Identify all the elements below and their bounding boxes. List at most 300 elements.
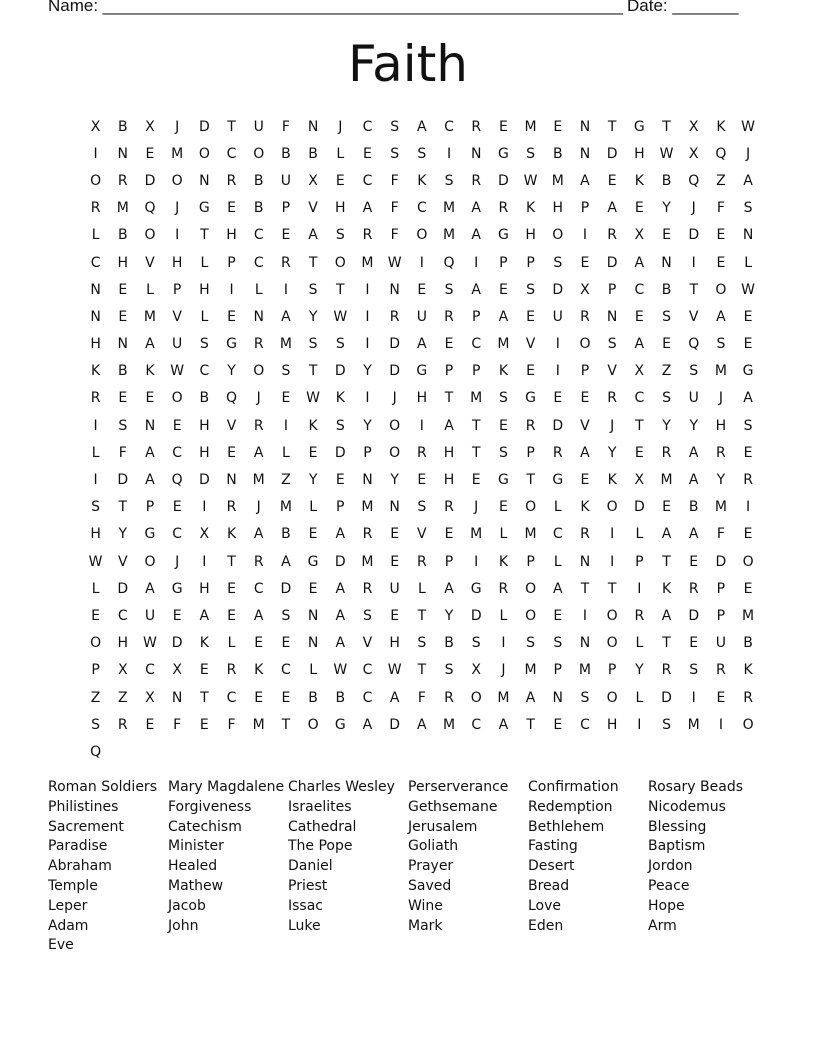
grid-letter: R	[634, 607, 645, 624]
grid-letter: M	[143, 308, 157, 325]
grid-letter: D	[498, 172, 509, 189]
grid-letter: W	[170, 363, 185, 380]
grid-letter: I	[365, 390, 370, 407]
grid-letter: D	[117, 472, 129, 489]
word-list-item: Prayer	[408, 858, 454, 875]
grid-letter: O	[253, 363, 265, 380]
grid-letter: M	[442, 200, 456, 217]
grid-letter: T	[607, 580, 617, 597]
grid-letter: L	[91, 444, 100, 461]
word-list-item: Perserverance	[408, 779, 509, 795]
grid-letter: A	[471, 227, 481, 244]
grid-letter: R	[117, 172, 128, 189]
word-list-item: Peace	[648, 877, 690, 894]
word-list-item: Minister	[168, 838, 224, 855]
grid-letter: W	[333, 308, 348, 325]
grid-letter: E	[417, 472, 427, 489]
grid-letter: C	[199, 363, 210, 380]
grid-letter: A	[552, 580, 563, 597]
grid-letter: Q	[90, 743, 102, 760]
grid-letter: P	[227, 254, 236, 271]
grid-letter: A	[199, 607, 210, 624]
grid-letter: E	[689, 635, 699, 652]
grid-letter: R	[226, 172, 237, 189]
grid-letter: K	[254, 662, 264, 679]
grid-letter: B	[253, 200, 264, 217]
grid-letter: A	[525, 689, 536, 706]
grid-letter: V	[308, 200, 318, 217]
grid-letter: E	[498, 417, 508, 434]
grid-letter: V	[226, 417, 237, 434]
grid-letter: E	[634, 308, 644, 325]
grid-letter: O	[606, 607, 618, 624]
word-list-item: Rosary Beads	[648, 779, 744, 795]
grid-letter: N	[579, 635, 591, 652]
grid-letter: C	[172, 526, 183, 543]
grid-letter: X	[688, 118, 699, 135]
grid-letter: O	[144, 227, 156, 244]
word-list-item: Charles Wesley	[288, 779, 395, 795]
grid-letter: B	[335, 689, 346, 706]
grid-letter: O	[389, 444, 401, 461]
grid-letter: U	[389, 580, 400, 597]
grid-letter: S	[607, 336, 617, 353]
grid-letter: D	[198, 118, 210, 135]
grid-letter: L	[146, 281, 154, 298]
word-list-item: Eve	[48, 937, 74, 954]
grid-letter: R	[552, 444, 563, 461]
grid-letter: L	[635, 526, 644, 543]
grid-letter: R	[90, 200, 101, 217]
grid-letter: H	[715, 417, 727, 434]
grid-letter: U	[144, 607, 156, 624]
grid-letter: L	[227, 635, 236, 652]
word-list-item: Desert	[528, 858, 575, 875]
grid-letter: Y	[363, 363, 372, 380]
grid-letter: L	[200, 308, 209, 325]
grid-letter: R	[525, 417, 536, 434]
grid-letter: A	[743, 172, 753, 189]
grid-letter: C	[172, 444, 183, 461]
grid-letter: X	[199, 526, 210, 543]
word-list-item: Redemption	[528, 798, 613, 815]
grid-letter: G	[525, 390, 537, 407]
grid-letter: N	[579, 145, 591, 162]
grid-letter: C	[471, 716, 482, 733]
grid-letter: K	[634, 172, 644, 189]
grid-letter: L	[91, 580, 100, 597]
word-list-item: Baptism	[648, 838, 706, 855]
grid-letter: A	[362, 200, 373, 217]
grid-letter: M	[578, 662, 592, 679]
word-list-item: Gethsemane	[408, 798, 498, 815]
grid-letter: R	[661, 444, 672, 461]
grid-letter: Z	[661, 363, 672, 380]
grid-letter: E	[281, 390, 291, 407]
grid-letter: S	[281, 607, 291, 624]
grid-letter: Y	[308, 472, 318, 489]
grid-letter: E	[498, 118, 508, 135]
grid-letter: N	[362, 472, 373, 489]
grid-letter: P	[526, 444, 535, 461]
grid-letter: E	[308, 580, 318, 597]
grid-letter: F	[390, 200, 399, 217]
grid-letter: Y	[363, 417, 372, 434]
grid-letter: P	[363, 444, 372, 461]
grid-letter: C	[362, 118, 373, 135]
grid-letter: W	[88, 553, 103, 570]
grid-letter: O	[525, 499, 537, 516]
grid-letter: K	[417, 172, 427, 189]
grid-letter: H	[389, 635, 400, 652]
grid-letter: Y	[227, 363, 236, 380]
grid-letter: F	[173, 716, 182, 733]
grid-letter: A	[281, 553, 291, 570]
grid-letter: G	[307, 553, 319, 570]
grid-letter: F	[390, 172, 399, 189]
grid-letter: O	[525, 607, 537, 624]
grid-letter: T	[417, 662, 427, 679]
grid-letter: D	[334, 553, 346, 570]
grid-letter: H	[199, 417, 210, 434]
grid-letter: E	[199, 662, 209, 679]
grid-letter: M	[442, 227, 456, 244]
grid-letter: T	[662, 553, 671, 570]
grid-letter: I	[610, 526, 615, 543]
grid-letter: A	[498, 716, 509, 733]
grid-letter: I	[419, 254, 424, 271]
grid-letter: R	[253, 553, 264, 570]
grid-letter: E	[363, 145, 372, 162]
grid-letter: O	[552, 227, 564, 244]
grid-letter: N	[389, 281, 400, 298]
grid-letter: S	[417, 145, 427, 162]
grid-letter: M	[524, 118, 537, 135]
grid-letter: I	[555, 363, 560, 380]
grid-letter: E	[172, 417, 182, 434]
grid-letter: C	[226, 145, 237, 162]
word-list-item: Paradise	[48, 838, 108, 855]
grid-letter: V	[688, 308, 699, 325]
grid-letter: F	[390, 227, 399, 244]
grid-letter: S	[444, 281, 454, 298]
grid-letter: S	[553, 635, 563, 652]
grid-letter: D	[198, 472, 210, 489]
grid-letter: P	[607, 281, 617, 298]
grid-letter: R	[226, 662, 237, 679]
grid-letter: M	[714, 363, 727, 380]
grid-letter: E	[553, 716, 563, 733]
grid-letter: V	[117, 553, 128, 570]
grid-letter: O	[90, 172, 102, 189]
grid-letter: E	[145, 145, 155, 162]
grid-letter: E	[743, 336, 753, 353]
grid-letter: E	[172, 499, 182, 516]
grid-letter: E	[580, 390, 590, 407]
grid-letter: M	[252, 472, 265, 489]
grid-letter: R	[253, 336, 264, 353]
grid-letter: A	[688, 526, 699, 543]
grid-letter: Y	[662, 200, 671, 217]
grid-letter: C	[416, 200, 427, 217]
grid-letter: J	[610, 417, 615, 434]
grid-letter: B	[117, 227, 128, 244]
grid-letter: S	[281, 363, 291, 380]
grid-letter: E	[662, 336, 671, 353]
grid-letter: M	[742, 607, 755, 624]
grid-letter: N	[144, 417, 156, 434]
word-list-item: Jordon	[648, 858, 693, 875]
grid-letter: R	[498, 580, 509, 597]
grid-letter: P	[635, 553, 644, 570]
grid-letter: C	[634, 281, 645, 298]
grid-letter: K	[335, 390, 345, 407]
grid-letter: P	[580, 200, 590, 217]
word-list-item: Priest	[288, 877, 328, 894]
grid-letter: D	[661, 689, 672, 706]
grid-letter: D	[171, 635, 183, 652]
grid-letter: E	[227, 200, 236, 217]
grid-letter: M	[524, 526, 537, 543]
grid-letter: K	[308, 417, 318, 434]
grid-letter: O	[144, 553, 156, 570]
grid-letter: A	[362, 716, 373, 733]
word-list-item: Cathedral	[288, 818, 357, 835]
grid-letter: R	[226, 499, 237, 516]
grid-letter: E	[335, 472, 345, 489]
grid-letter: A	[471, 281, 481, 298]
grid-letter: B	[281, 145, 291, 162]
grid-letter: I	[365, 281, 370, 298]
grid-letter: N	[253, 308, 264, 325]
grid-letter: A	[145, 472, 155, 489]
grid-letter: R	[661, 662, 672, 679]
grid-letter: S	[689, 662, 699, 679]
grid-letter: C	[281, 662, 291, 679]
grid-letter: R	[688, 580, 699, 597]
grid-letter: I	[555, 336, 560, 353]
grid-letter: G	[552, 472, 564, 489]
grid-letter: P	[716, 607, 726, 624]
grid-letter: P	[471, 363, 481, 380]
word-list-item: Leper	[48, 897, 88, 914]
word-list-item: Wine	[408, 897, 443, 914]
grid-letter: E	[444, 526, 454, 543]
grid-letter: N	[226, 472, 237, 489]
grid-letter: F	[227, 716, 236, 733]
word-list-item: Healed	[168, 858, 218, 875]
grid-letter: X	[172, 662, 182, 679]
grid-letter: B	[743, 635, 753, 652]
grid-letter: E	[743, 444, 753, 461]
grid-letter: L	[553, 553, 562, 570]
grid-letter: K	[145, 363, 155, 380]
grid-letter: X	[688, 145, 699, 162]
grid-letter: D	[334, 363, 346, 380]
grid-letter: I	[474, 553, 479, 570]
grid-letter: A	[607, 200, 617, 217]
grid-letter: O	[90, 635, 102, 652]
grid-letter: H	[226, 227, 237, 244]
grid-letter: R	[471, 118, 482, 135]
grid-letter: T	[526, 472, 535, 489]
grid-letter: P	[471, 308, 481, 325]
grid-letter: S	[471, 635, 481, 652]
grid-letter: A	[634, 336, 645, 353]
grid-letter: W	[387, 254, 402, 271]
grid-letter: E	[634, 444, 644, 461]
grid-letter: E	[471, 472, 481, 489]
grid-letter: J	[746, 145, 751, 162]
grid-letter: P	[281, 200, 291, 217]
grid-letter: D	[280, 580, 292, 597]
grid-letter: A	[498, 308, 509, 325]
grid-letter: R	[607, 227, 618, 244]
grid-letter: R	[743, 472, 753, 489]
grid-letter: T	[662, 118, 671, 135]
grid-letter: W	[741, 281, 756, 298]
word-list-item: Luke	[288, 917, 321, 934]
grid-letter: A	[661, 607, 672, 624]
grid-letter: K	[498, 553, 508, 570]
grid-letter: T	[336, 281, 345, 298]
grid-letter: B	[308, 145, 318, 162]
word-list	[48, 779, 768, 957]
grid-letter: R	[716, 444, 726, 461]
grid-letter: J	[718, 390, 723, 407]
grid-letter: C	[253, 227, 264, 244]
grid-letter: R	[362, 526, 373, 543]
grid-letter: L	[553, 499, 562, 516]
grid-letter: M	[497, 689, 510, 706]
grid-letter: R	[471, 172, 482, 189]
grid-letter: G	[497, 145, 509, 162]
grid-letter: M	[497, 336, 510, 353]
word-list-item: Issac	[288, 897, 323, 914]
grid-letter: T	[227, 553, 236, 570]
grid-letter: G	[497, 472, 509, 489]
grid-letter: Q	[688, 336, 700, 353]
grid-letter: K	[580, 499, 590, 516]
grid-letter: L	[417, 580, 426, 597]
grid-letter: E	[118, 308, 128, 325]
grid-letter: D	[606, 145, 618, 162]
grid-letter: I	[474, 254, 479, 271]
grid-letter: K	[91, 363, 101, 380]
grid-letter: T	[227, 118, 236, 135]
grid-letter: J	[256, 499, 261, 516]
grid-letter: A	[281, 308, 291, 325]
grid-letter: R	[416, 553, 427, 570]
grid-letter: O	[525, 580, 537, 597]
grid-letter: E	[227, 444, 236, 461]
grid-letter: G	[470, 580, 482, 597]
grid-letter: P	[444, 553, 454, 570]
grid-letter: I	[446, 145, 452, 162]
grid-letter: S	[444, 172, 454, 189]
grid-letter: I	[691, 254, 696, 271]
grid-letter: V	[172, 308, 182, 325]
grid-letter: R	[498, 200, 509, 217]
grid-letter: E	[281, 689, 291, 706]
grid-letter: T	[689, 281, 698, 298]
grid-letter: E	[716, 227, 726, 244]
grid-letter: U	[280, 172, 292, 189]
grid-letter: C	[471, 336, 482, 353]
grid-letter: E	[634, 200, 644, 217]
grid-letter: E	[390, 553, 400, 570]
grid-letter: K	[661, 580, 672, 597]
grid-letter: M	[361, 499, 374, 516]
grid-letter: L	[200, 254, 209, 271]
grid-letter: E	[580, 472, 590, 489]
grid-letter: D	[688, 607, 700, 624]
grid-letter: O	[307, 716, 319, 733]
grid-letter: Y	[444, 607, 454, 624]
grid-letter: K	[199, 635, 209, 652]
grid-letter: H	[199, 281, 210, 298]
grid-letter: Y	[118, 526, 128, 543]
grid-letter: E	[553, 118, 563, 135]
word-list-item: Hope	[648, 897, 685, 914]
grid-letter: L	[336, 145, 345, 162]
grid-letter: B	[661, 281, 672, 298]
grid-letter: D	[688, 227, 700, 244]
grid-letter: H	[443, 444, 455, 461]
grid-letter: K	[526, 200, 536, 217]
grid-letter: G	[171, 580, 183, 597]
grid-letter: O	[470, 689, 482, 706]
grid-letter: O	[253, 145, 265, 162]
grid-letter: N	[579, 118, 591, 135]
grid-letter: J	[175, 118, 180, 135]
grid-letter: A	[716, 308, 726, 325]
grid-letter: T	[118, 499, 128, 516]
grid-letter: I	[93, 472, 98, 489]
word-list-item: Saved	[408, 877, 452, 894]
grid-letter: Q	[715, 145, 727, 162]
grid-letter: X	[634, 363, 645, 380]
grid-letter: H	[606, 716, 618, 733]
grid-letter: E	[553, 607, 563, 624]
grid-letter: E	[308, 526, 318, 543]
grid-letter: S	[526, 635, 536, 652]
grid-letter: P	[716, 580, 726, 597]
grid-letter: D	[606, 254, 618, 271]
grid-letter: E	[227, 580, 236, 597]
grid-letter: Z	[117, 689, 128, 706]
grid-letter: S	[444, 662, 454, 679]
grid-letter: O	[606, 499, 618, 516]
grid-letter: E	[743, 580, 753, 597]
grid-letter: T	[662, 635, 671, 652]
grid-letter: O	[198, 145, 210, 162]
word-list-item: Goliath	[408, 838, 459, 855]
grid-letter: I	[283, 417, 288, 434]
grid-letter: S	[91, 499, 101, 516]
grid-letter: H	[335, 200, 346, 217]
grid-letter: S	[118, 417, 128, 434]
grid-letter: B	[281, 526, 291, 543]
grid-letter: B	[199, 390, 210, 407]
grid-letter: D	[389, 363, 401, 380]
word-list-item: Fasting	[528, 838, 578, 855]
grid-letter: U	[253, 118, 264, 135]
grid-letter: M	[252, 716, 265, 733]
grid-letter: O	[715, 281, 727, 298]
grid-letter: Q	[443, 254, 455, 271]
grid-letter: W	[387, 662, 402, 679]
